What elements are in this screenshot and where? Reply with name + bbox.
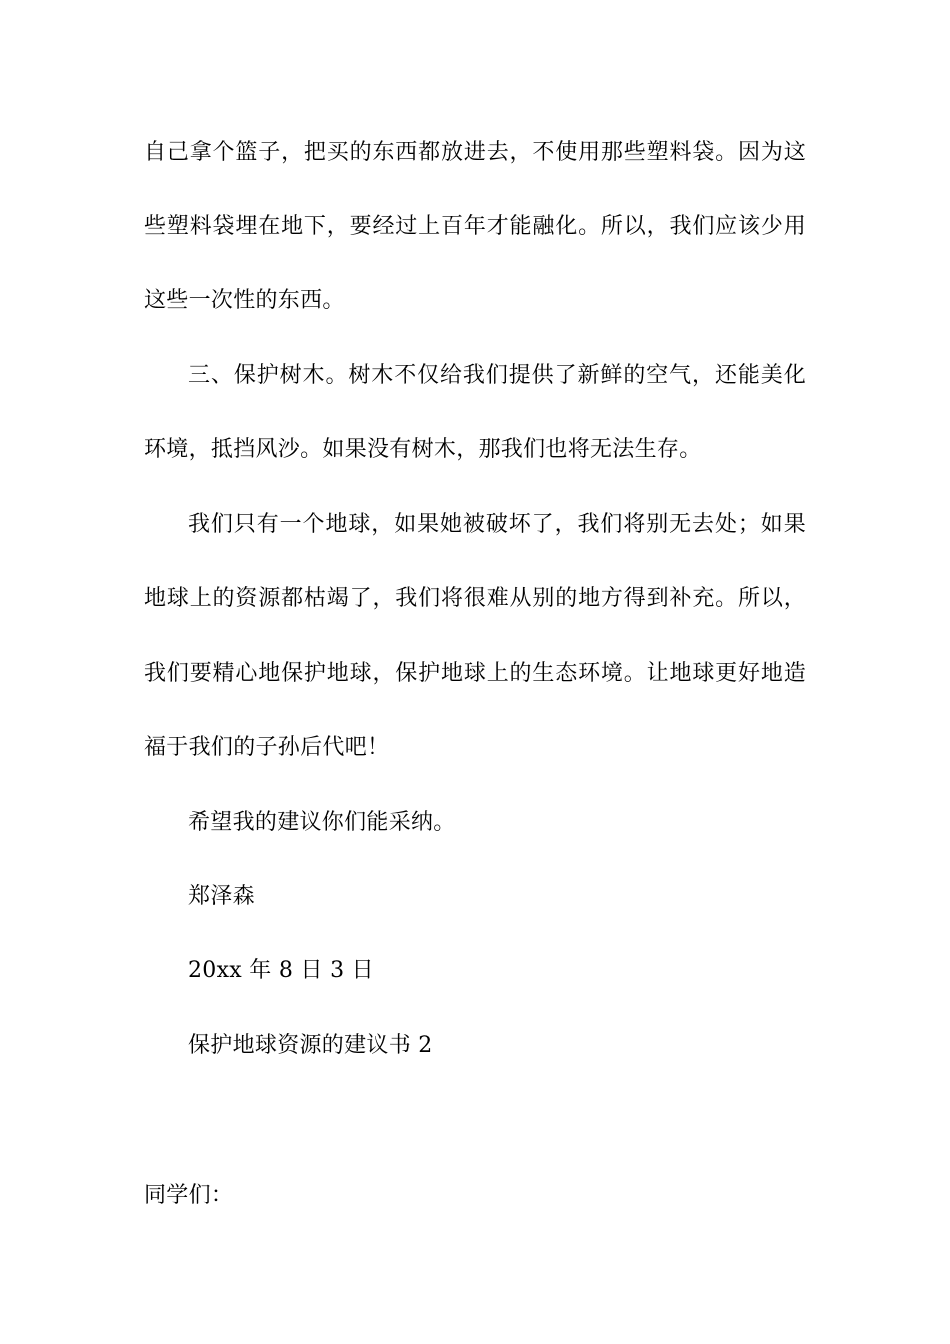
- author-name: 郑泽森: [188, 884, 255, 909]
- body-text-line: 环境，抵挡风沙。如果没有树木，那我们也将无法生存。: [144, 437, 702, 462]
- body-text-line: 我们只有一个地球，如果她被破坏了，我们将别无去处；如果: [188, 512, 806, 537]
- body-text-line: 我们要精心地保护地球，保护地球上的生态环境。让地球更好地造: [144, 661, 806, 686]
- section-heading-line: 三、保护树木。树木不仅给我们提供了新鲜的空气，还能美化: [188, 363, 806, 388]
- body-text-line: 地球上的资源都枯竭了，我们将很难从别的地方得到补充。所以，: [144, 586, 806, 611]
- body-text-line: 这些一次性的东西。: [144, 288, 345, 313]
- document-date: 20xx 年 8 日 3 日: [188, 958, 374, 983]
- body-text-line: 福于我们的子孙后代吧！: [144, 735, 390, 760]
- salutation: 同学们：: [144, 1183, 234, 1208]
- closing-remark: 希望我的建议你们能采纳。: [188, 810, 456, 835]
- body-text-line: 些塑料袋埋在地下，要经过上百年才能融化。所以，我们应该少用: [144, 214, 806, 239]
- document-title: 保护地球资源的建议书 2: [188, 1033, 433, 1058]
- body-text-line: 自己拿个篮子，把买的东西都放进去，不使用那些塑料袋。因为这: [144, 140, 806, 165]
